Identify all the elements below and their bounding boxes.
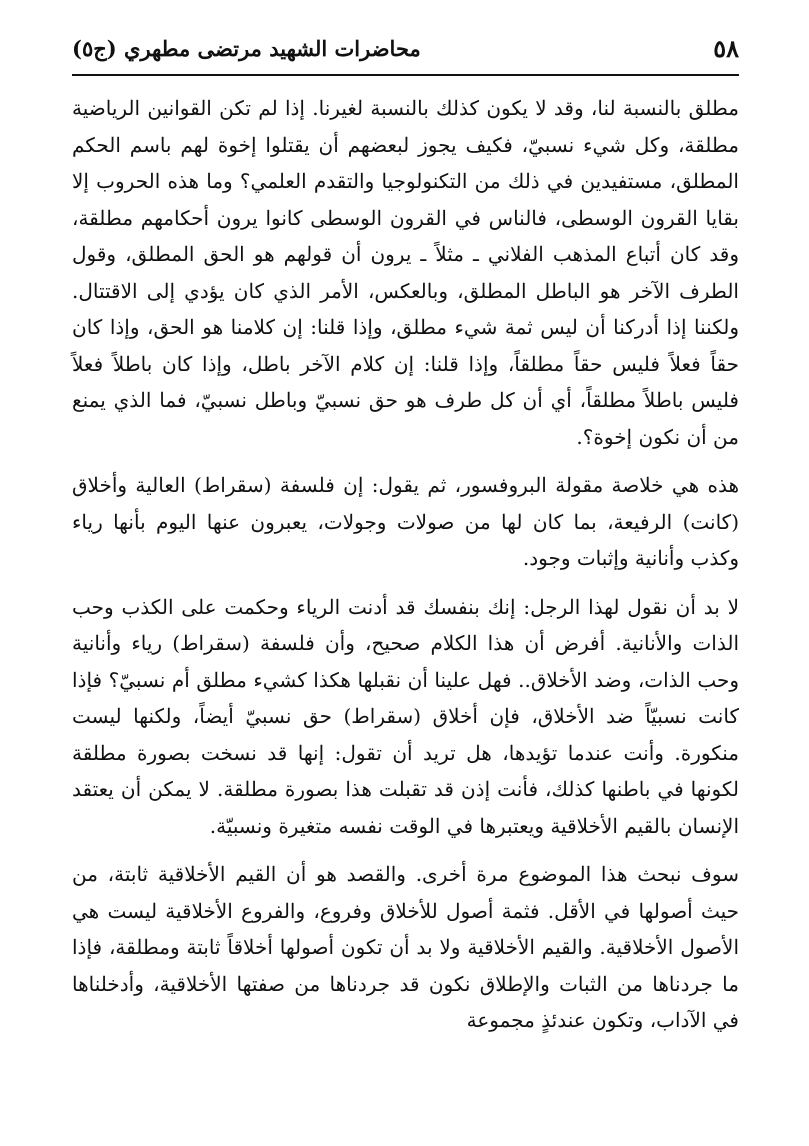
paragraph-2: هذه هي خلاصة مقولة البروفسور، ثم يقول: إن فلسفة (سقراط) العالية وأخلاق (كانت) الرفيعة، بما كان لها من صولات وجولات، يعبرون عنها اليوم بأنها رياء وكذب وأنانية وإثبات وجود. (72, 473, 739, 570)
page-number: ٥٨ (713, 33, 739, 63)
page-header (72, 28, 739, 68)
paragraph-4: سوف نبحث هذا الموضوع مرة أخرى. والقصد هو أن القيم الأخلاقية ثابتة، من حيث أصولها في الأقل. فثمة أصول للأخلاق وفروع، والفروع الأخلاقية ليست هي الأصول الأخلاقية. والقيم الأخلاقية ولا بد أن تكون أصولها أخلاقاً ثابتة ومطلقة، فإذا ما جردناها من الثبات والإطلاق نكون قد جردناها من صفتها الأخلاقية، وأدخلناها في الآداب، وتكون عندئذٍ مجموعة (72, 862, 739, 1032)
running-title: محاضرات الشهيد مرتضى مطهري (ج٥) (72, 35, 421, 61)
paragraph-3: لا بد أن نقول لهذا الرجل: إنك بنفسك قد أدنت الرياء وحكمت على الكذب وحب الذات والأنانية. أفرض أن هذا الكلام صحيح، وأن فلسفة (سقراط) رياء وأنانية وحب الذات، وضد الأخلاق.. فهل علينا أن نقبلها هكذا كشيء مطلق أم نسبيّ؟ فإذا كانت نسبيّاً ضد الأخلاق، فإن أخلاق (سقراط) حق نسبيّ أيضاً، ولكنها ليست منكورة. وأنت عندما تؤيدها، هل تريد أن تقول: إنها قد نسخت بصورة مطلقة لكونها في باطنها كذلك، فأنت إذن قد تقبلت هذا بصورة مطلقة. لا يمكن أن يعتقد الإنسان بالقيم الأخلاقية ويعتبرها في الوقت نفسه متغيرة ونسبيّة. (72, 594, 739, 838)
paragraph-1: مطلق بالنسبة لنا، وقد لا يكون كذلك بالنسبة لغيرنا. إذا لم تكن القوانين الرياضية مطلقة، وكل شيء نسبيّ، فكيف يجوز لبعضهم أن يقتلوا إخوة لهم باسم الحكم المطلق، مستفيدين في ذلك من التكنولوجيا والتقدم العلمي؟ وما هذه الحروب إلا بقايا القرون الوسطى، فالناس في القرون الوسطى كانوا يرون أحكامهم مطلقة، وقد كان أتباع المذهب الفلاني ـ مثلاً ـ يرون أن قولهم هو الحق المطلق، وقول الطرف الآخر هو الباطل المطلق، وبالعكس، الأمر الذي كان يؤدي إلى الاقتتال. ولكننا إذا أدركنا أن ليس ثمة شيء مطلق، وإذا قلنا: إن كلامنا هو الحق، وإذا كان حقاً فعلاً فليس حقاً مطلقاً، وإذا قلنا: إن كلام الآخر باطل، وإذا كان باطلاً فعلاً فليس باطلاً مطلقاً، أي أن كل طرف هو حق نسبيّ وباطل نسبيّ، فما الذي يمنع من أن نكون إخوة؟. (72, 96, 739, 449)
header-rule (72, 74, 739, 76)
